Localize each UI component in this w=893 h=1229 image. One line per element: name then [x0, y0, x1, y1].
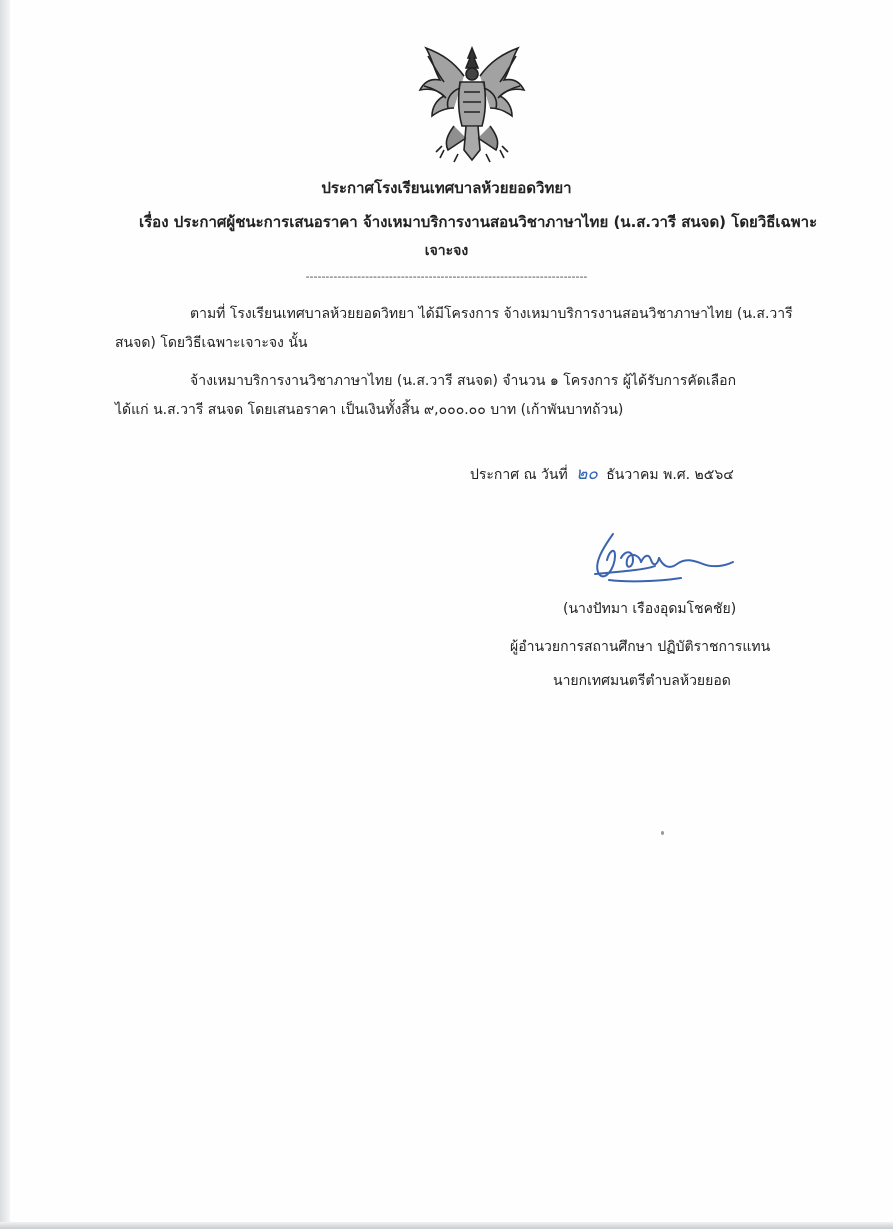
date-prefix: ประกาศ ณ วันที่	[470, 467, 568, 483]
signer-position-continued: นายกเทศมนตรีตำบลห้วยยอด	[553, 673, 731, 689]
announcement-subject: เรื่อง ประกาศผู้ชนะการเสนอราคา จ้างเหมาบริการงานสอนวิชาภาษาไทย (น.ส.วารี สนจด) โดยวิธีเฉพาะ	[139, 213, 818, 231]
signature-mark	[585, 530, 745, 590]
scan-edge-bottom	[0, 1222, 893, 1229]
announcement-subject-continued: เจาะจง	[424, 243, 469, 259]
body-paragraph-2-continued: ได้แก่ น.ส.วารี สนจด โดยเสนอราคา เป็นเงินทั้งสิ้น ๙,๐๐๐.๐๐ บาท (เก้าพันบาทถ้วน)	[115, 402, 624, 418]
separator-line: -----------------------------------------------------------------------	[305, 270, 588, 283]
body-paragraph-1-continued: สนจด) โดยวิธีเฉพาะเจาะจง นั้น	[115, 335, 308, 351]
scan-speck	[661, 831, 664, 835]
announcement-title: ประกาศโรงเรียนเทศบาลห้วยยอดวิทยา	[321, 179, 572, 197]
signer-position: ผู้อำนวยการสถานศึกษา ปฏิบัติราชการแทน	[510, 639, 771, 655]
date-day-handwritten: ๒๐	[576, 464, 598, 484]
garuda-emblem-icon	[414, 42, 530, 166]
date-month-year: ธันวาคม พ.ศ. ๒๕๖๔	[606, 467, 734, 483]
body-paragraph-2: จ้างเหมาบริการงานวิชาภาษาไทย (น.ส.วารี สนจด) จำนวน ๑ โครงการ ผู้ได้รับการคัดเลือก	[190, 373, 737, 389]
body-paragraph-1: ตามที่ โรงเรียนเทศบาลห้วยยอดวิทยา ได้มีโครงการ จ้างเหมาบริการงานสอนวิชาภาษาไทย (น.ส.วารี	[190, 306, 793, 322]
announcement-date	[470, 460, 734, 487]
signer-name: (นางปัทมา เรืองอุดมโชคชัย)	[563, 601, 737, 617]
